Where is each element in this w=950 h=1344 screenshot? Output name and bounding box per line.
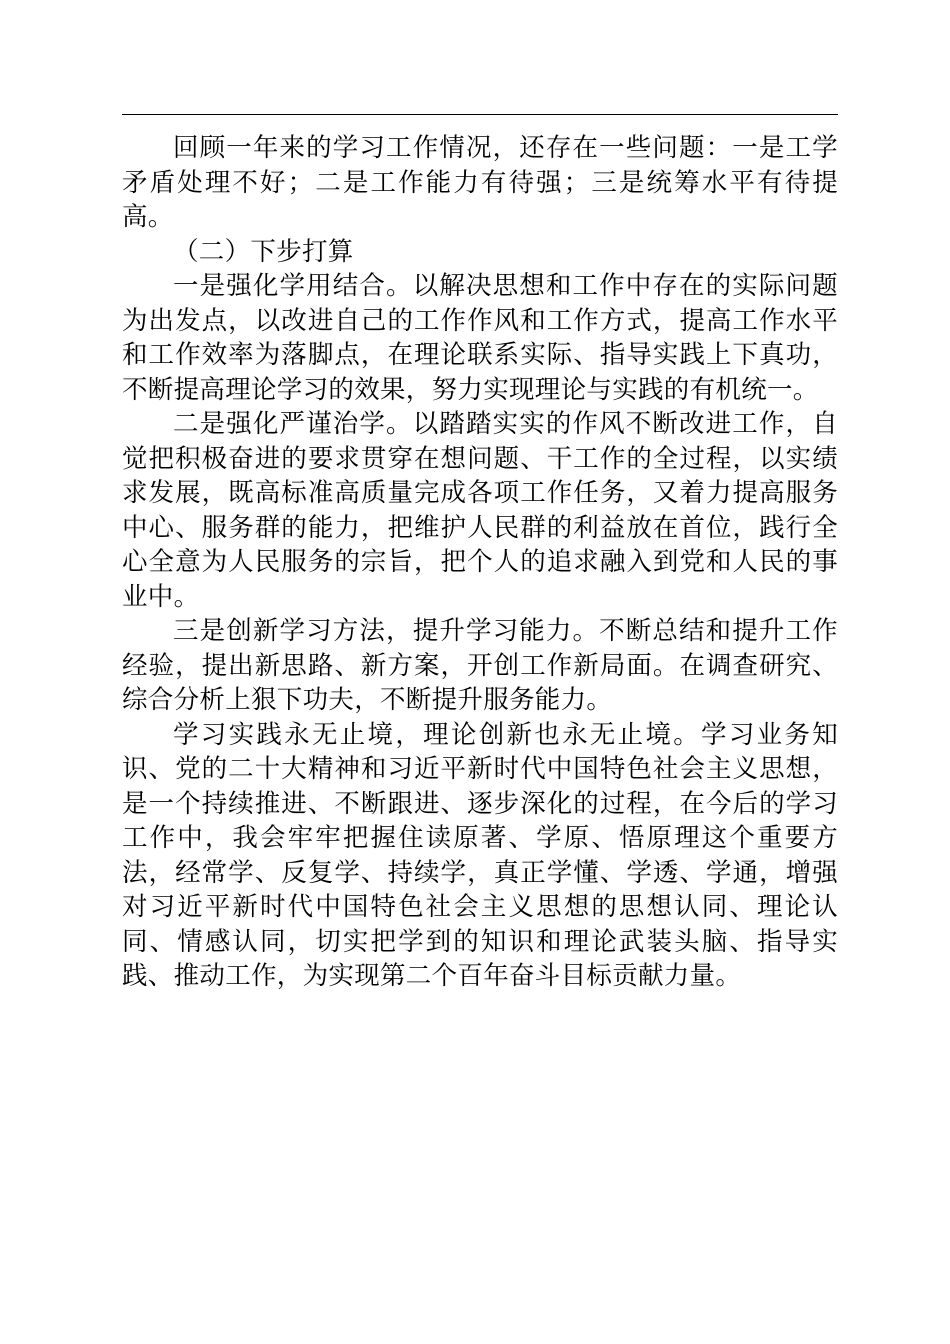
section-heading-next-steps: （二）下步打算 bbox=[173, 236, 354, 267]
document-body bbox=[122, 131, 838, 994]
paragraph-plan-one: 一是强化学用结合。以解决思想和工作中存在的实际问题为出发点，以改进自己的工作作风和工作方式，提高工作水平和工作效率为落脚点，在理论联系实际、指导实践上下真功，不断提高理论学习的效果，努力实现理论与实践的有机统一。 bbox=[122, 271, 838, 405]
paragraph-conclusion: 学习实践永无止境，理论创新也永无止境。学习业务知识、党的二十大精神和习近平新时代中国特色社会主义思想，是一个持续推进、不断跟进、逐步深化的过程，在今后的学习工作中，我会牢牢把握住读原著、学原、悟原理这个重要方法，经常学、反复学、持续学，真正学懂、学透、学通，增强对习近平新时代中国特色社会主义思想的思想认同、理论认同、情感认同，切实把学到的知识和理论武装头脑、指导实践、推动工作，为实现第二个百年奋斗目标贡献力量。 bbox=[122, 719, 838, 991]
header-rule bbox=[122, 114, 838, 115]
paragraph-review-problems: 回顾一年来的学习工作情况，还存在一些问题：一是工学矛盾处理不好；二是工作能力有待强；三是统筹水平有待提高。 bbox=[122, 133, 838, 232]
paragraph-plan-three: 三是创新学习方法，提升学习能力。不断总结和提升工作经验，提出新思路、新方案，开创工作新局面。在调查研究、综合分析上狠下功夫，不断提升服务能力。 bbox=[122, 616, 838, 715]
paragraph-plan-two: 二是强化严谨治学。以踏踏实实的作风不断改进工作，自觉把积极奋进的要求贯穿在想问题、干工作的全过程，以实绩求发展，既高标准高质量完成各项工作任务，又着力提高服务中心、服务群的能力，把维护人民群的利益放在首位，践行全心全意为人民服务的宗旨，把个人的追求融入到党和人民的事业中。 bbox=[122, 409, 838, 612]
